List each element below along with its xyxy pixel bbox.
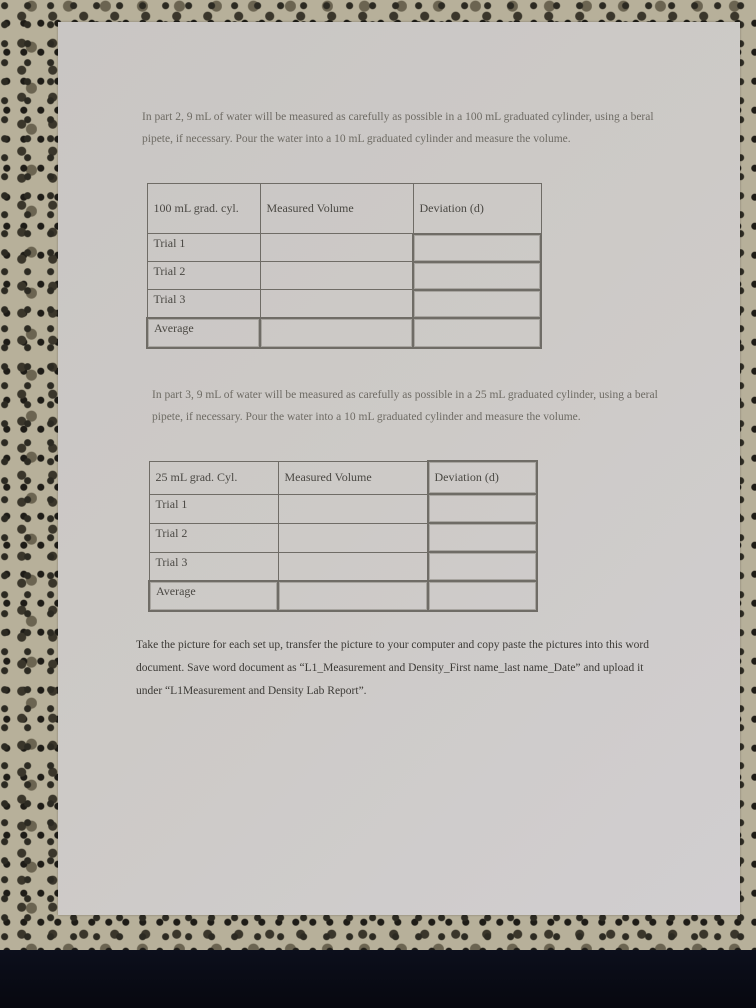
deviation-cell[interactable] — [428, 581, 538, 611]
measured-volume-cell[interactable] — [278, 552, 428, 581]
row-label: Average — [149, 581, 278, 611]
part2-table — [146, 183, 542, 349]
deviation-cell[interactable] — [413, 290, 541, 318]
row-label: Trial 2 — [149, 523, 278, 552]
table-header: Deviation (d) — [428, 461, 538, 494]
table-row — [149, 523, 537, 552]
measured-volume-cell[interactable] — [260, 290, 413, 318]
row-label: Trial 3 — [147, 290, 260, 318]
closing-instructions: Take the picture for each set up, transfer the picture to your computer and copy paste the pictures into this word document. Save word document as “L1_Measurement and Density_First name_last name_Date” and upload it under “L1Measurement and Density Lab Report”. — [136, 639, 650, 697]
deviation-cell[interactable] — [428, 552, 538, 581]
deviation-cell[interactable] — [413, 234, 541, 262]
table-header: Measured Volume — [260, 184, 413, 234]
measured-volume-cell[interactable] — [260, 318, 413, 348]
part3-table — [148, 460, 538, 612]
deviation-cell[interactable] — [428, 494, 538, 523]
row-label: Trial 3 — [149, 552, 278, 581]
table-row — [149, 552, 537, 581]
table-row — [147, 318, 541, 348]
dark-cabinet-background — [0, 950, 756, 1008]
table-row — [147, 262, 541, 290]
row-label: Trial 2 — [147, 262, 260, 290]
measured-volume-cell[interactable] — [278, 581, 428, 611]
table-header: 100 mL grad. cyl. — [147, 184, 260, 234]
deviation-cell[interactable] — [413, 262, 541, 290]
row-label: Trial 1 — [147, 234, 260, 262]
part2-instructions: In part 2, 9 mL of water will be measured as carefully as possible in a 100 mL graduated cylinder, using a beral pipete, if necessary. Pour the water into a 10 mL graduated cylinder and measure the volume. — [142, 111, 654, 145]
row-label: Average — [147, 318, 260, 348]
table-row — [149, 494, 537, 523]
table-header: Measured Volume — [278, 461, 428, 494]
table-header: 25 mL grad. Cyl. — [149, 461, 278, 494]
table-row — [149, 581, 537, 611]
deviation-cell[interactable] — [428, 523, 538, 552]
part3-instructions: In part 3, 9 mL of water will be measured as carefully as possible in a 25 mL graduated cylinder, using a beral pipete, if necessary. Pour the water into a 10 mL graduated cylinder and measure the volume. — [152, 389, 658, 423]
measured-volume-cell[interactable] — [278, 523, 428, 552]
table-header: Deviation (d) — [413, 184, 541, 234]
table-row — [147, 290, 541, 318]
deviation-cell[interactable] — [413, 318, 541, 348]
table-row — [147, 234, 541, 262]
printed-worksheet — [58, 22, 740, 915]
measured-volume-cell[interactable] — [260, 262, 413, 290]
measured-volume-cell[interactable] — [260, 234, 413, 262]
measured-volume-cell[interactable] — [278, 494, 428, 523]
row-label: Trial 1 — [149, 494, 278, 523]
